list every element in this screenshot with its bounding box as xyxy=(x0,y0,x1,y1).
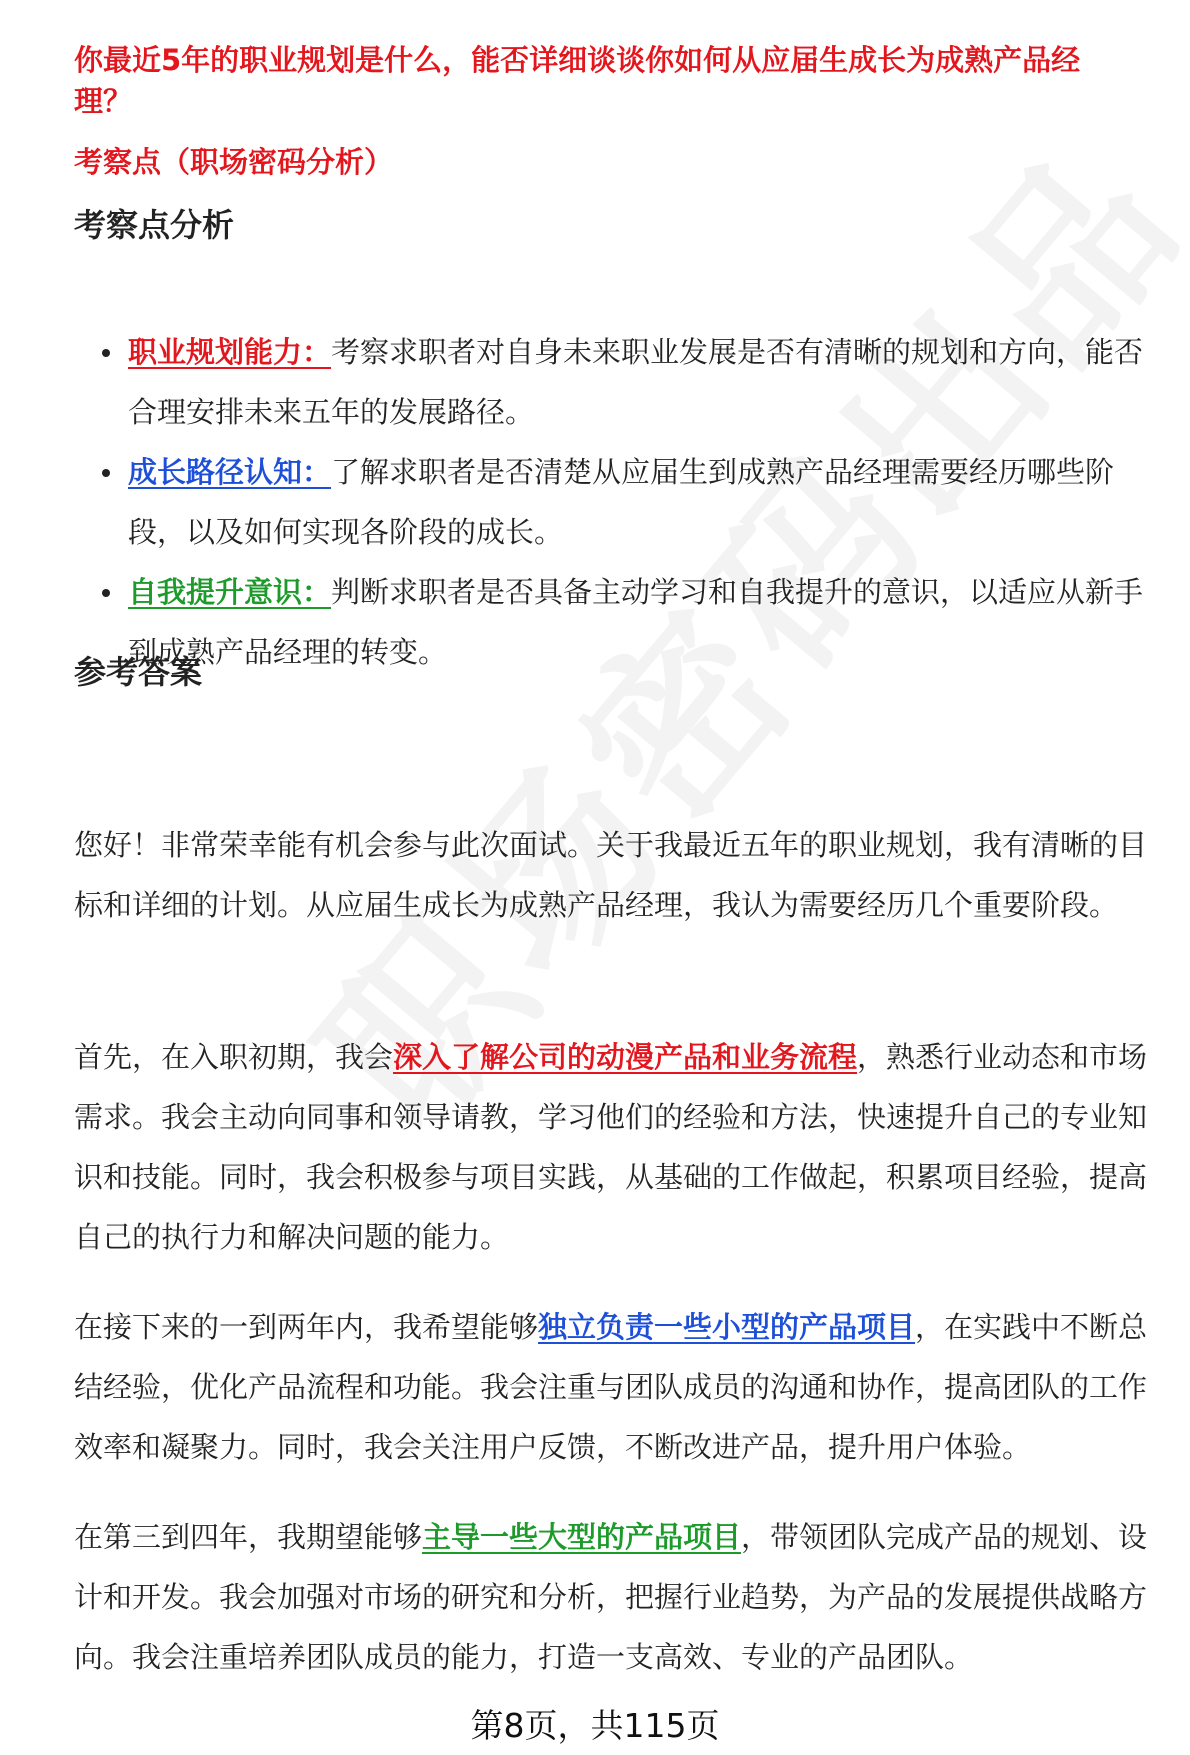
analysis-heading: 考察点分析 xyxy=(74,206,235,244)
bullet-text: 考察求职者对自身未来职业发展是否有清晰的规划和方向，能否合理安排未来五年的发展路径。 xyxy=(128,335,1144,429)
answer-paragraph-3 xyxy=(74,1297,1164,1477)
paragraph-text: ，带领团队完成产品的规划、设计和开发。我会加强对市场的研究和分析，把握行业趋势，为产品的发展提供战略方向。我会注重培养团队成员的能力，打造一支高效、专业的产品团队。 xyxy=(74,1520,1148,1674)
paragraph-text: 在接下来的一到两年内，我希望能够 xyxy=(74,1310,539,1344)
bullet-keyword: 职业规划能力： xyxy=(128,335,332,369)
list-item xyxy=(128,322,1160,442)
paragraph-text: ，熟悉行业动态和市场需求。我会主动向同事和领导请教，学习他们的经验和方法，快速提升自己的专业知识和技能。同时，我会积极参与项目实践，从基础的工作做起，积累项目经验，提高自己的执行力和解决问题的能力。 xyxy=(74,1040,1148,1254)
paragraph-text: 首先，在入职初期，我会 xyxy=(74,1040,394,1074)
answer-paragraph-4 xyxy=(74,1507,1164,1687)
page-number: 第8页，共115页 xyxy=(470,1706,720,1745)
answer-heading: 参考答案 xyxy=(74,653,203,691)
paragraph-text: ，在实践中不断总结经验，优化产品流程和功能。我会注重与团队成员的沟通和协作，提高团队的工作效率和凝聚力。同时，我会关注用户反馈，不断改进产品，提升用户体验。 xyxy=(74,1310,1148,1464)
question-title: 你最近5年的职业规划是什么，能否详细谈谈你如何从应届生成长为成熟产品经理？ xyxy=(74,43,1081,118)
highlight-text: 主导一些大型的产品项目 xyxy=(422,1520,742,1554)
bullet-text: 判断求职者是否具备主动学习和自我提升的意识，以适应从新手到成熟产品经理的转变。 xyxy=(128,575,1144,669)
highlight-text: 深入了解公司的动漫产品和业务流程 xyxy=(393,1040,858,1074)
bullet-keyword: 自我提升意识： xyxy=(128,575,332,609)
bullet-text: 了解求职者是否清楚从应届生到成熟产品经理需要经历哪些阶段，以及如何实现各阶段的成长。 xyxy=(128,455,1115,549)
highlight-text: 独立负责一些小型的产品项目 xyxy=(538,1310,916,1344)
bullet-keyword: 成长路径认知： xyxy=(128,455,332,489)
paragraph-text: 在第三到四年，我期望能够 xyxy=(74,1520,423,1554)
kaocha-label: 考察点（职场密码分析） xyxy=(74,145,394,179)
answer-paragraph-2 xyxy=(74,1027,1164,1267)
analysis-list xyxy=(128,322,1160,682)
answer-paragraph-1: 您好！非常荣幸能有机会参与此次面试。关于我最近五年的职业规划，我有清晰的目标和详细的计划。从应届生成长为成熟产品经理，我认为需要经历几个重要阶段。 xyxy=(74,828,1148,922)
list-item xyxy=(128,442,1160,562)
list-item xyxy=(128,562,1160,682)
